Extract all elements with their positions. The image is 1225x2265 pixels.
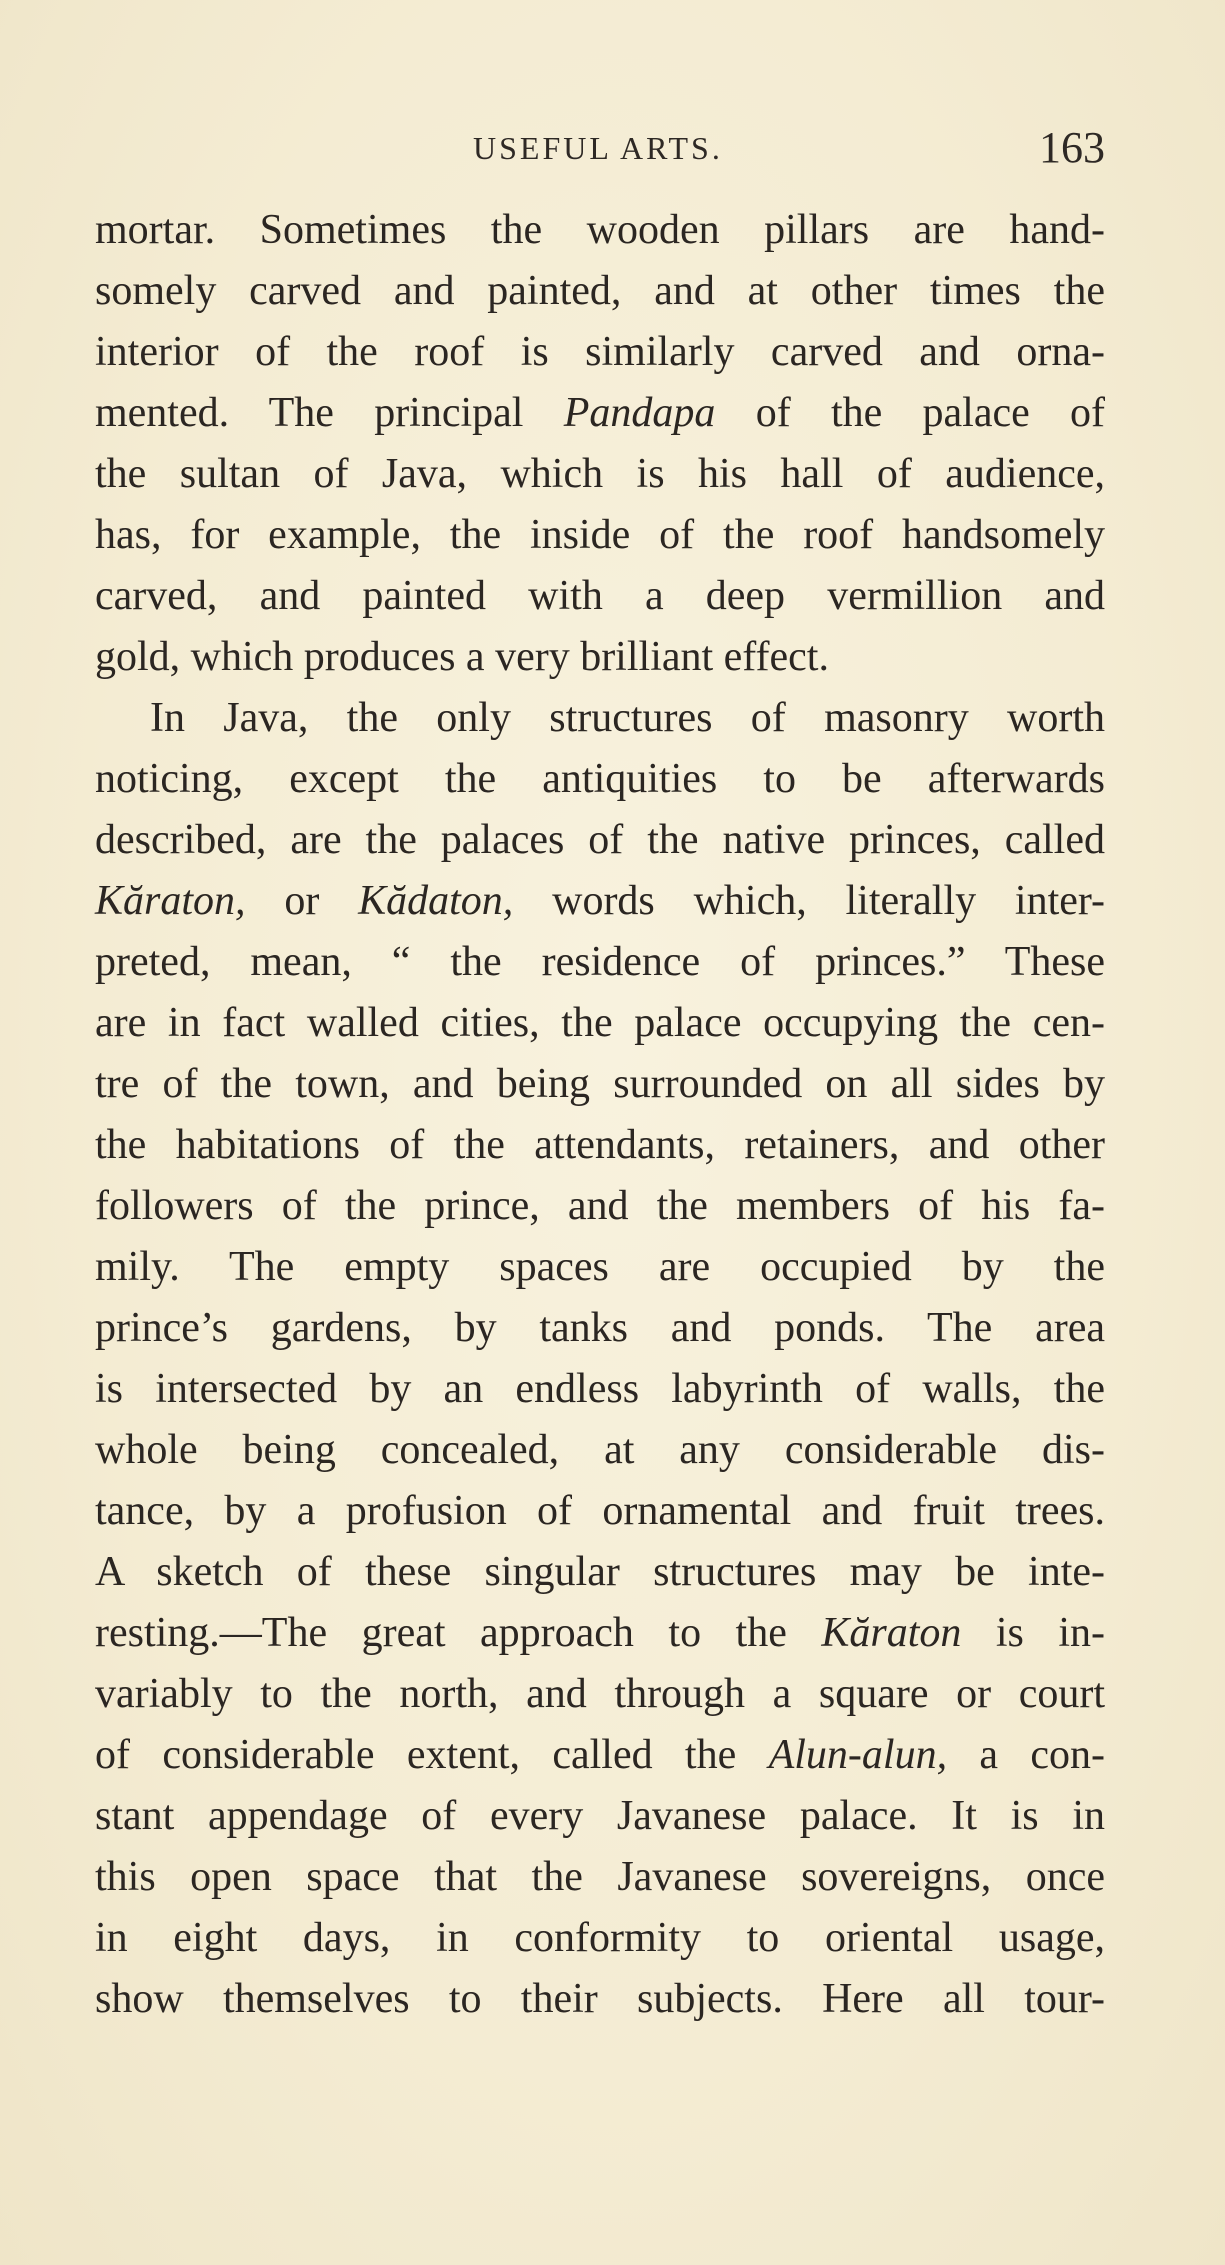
text-line: are in fact walled cities, the palace occupying the cen- bbox=[95, 1000, 1105, 1046]
italic-term: Alun-alun, bbox=[768, 1732, 948, 1778]
text-line: mortar. Sometimes the wooden pillars are hand- bbox=[95, 207, 1105, 253]
text-line bbox=[95, 383, 1105, 444]
body-text bbox=[95, 200, 1105, 2030]
text-line: has, for example, the inside of the roof handsomely bbox=[95, 512, 1105, 558]
text-line: prince’s gardens, by tanks and ponds. The area bbox=[95, 1305, 1105, 1351]
paragraph-1 bbox=[95, 200, 1105, 688]
text-line: described, are the palaces of the native princes, called bbox=[95, 817, 1105, 863]
text-line: tre of the town, and being surrounded on all sides by bbox=[95, 1061, 1105, 1107]
text-line: preted, mean, “ the residence of princes.” These bbox=[95, 939, 1105, 985]
text-line: somely carved and painted, and at other times the bbox=[95, 268, 1105, 314]
text-line bbox=[95, 1603, 1105, 1664]
text-line: In Java, the only structures of masonry worth bbox=[150, 695, 1105, 741]
paragraph-2 bbox=[95, 688, 1105, 2030]
text-line: tance, by a profusion of ornamental and fruit trees. bbox=[95, 1488, 1105, 1534]
text-line: interior of the roof is similarly carved and orna- bbox=[95, 329, 1105, 375]
text-line: is intersected by an endless labyrinth of walls, the bbox=[95, 1366, 1105, 1412]
text-line bbox=[95, 871, 1105, 932]
text-line: the habitations of the attendants, retainers, and other bbox=[95, 1122, 1105, 1168]
text-line bbox=[95, 1725, 1105, 1786]
text-segment: a con- bbox=[979, 1732, 1106, 1778]
text-segment: words which, literally inter- bbox=[552, 878, 1106, 924]
page-header bbox=[95, 122, 1105, 172]
text-segment: is in- bbox=[995, 1610, 1106, 1656]
text-line: this open space that the Javanese sovereigns, once bbox=[95, 1854, 1105, 1900]
text-line: the sultan of Java, which is his hall of audience, bbox=[95, 451, 1105, 497]
text-line: A sketch of these singular structures may be inte- bbox=[95, 1549, 1105, 1595]
text-line: carved, and painted with a deep vermillion and bbox=[95, 573, 1105, 619]
text-line: noticing, except the antiquities to be afterwards bbox=[95, 756, 1105, 802]
italic-term: Pandapa bbox=[563, 390, 716, 436]
page-number: 163 bbox=[1039, 123, 1105, 172]
text-line: followers of the prince, and the members of his fa- bbox=[95, 1183, 1105, 1229]
text-segment: or bbox=[284, 878, 320, 924]
text-line: gold, which produces a very brilliant effect. bbox=[95, 634, 829, 680]
italic-term: Kădaton, bbox=[358, 878, 514, 924]
text-segment: mented. The principal bbox=[95, 390, 524, 436]
text-line: stant appendage of every Javanese palace. It is in bbox=[95, 1793, 1105, 1839]
running-head: USEFUL ARTS. bbox=[473, 130, 723, 166]
text-line: mily. The empty spaces are occupied by the bbox=[95, 1244, 1105, 1290]
text-segment: of the palace of bbox=[755, 390, 1106, 436]
text-line: show themselves to their subjects. Here all tour- bbox=[95, 1976, 1105, 2022]
text-segment: of considerable extent, called the bbox=[95, 1732, 737, 1778]
text-line: whole being concealed, at any considerable dis- bbox=[95, 1427, 1105, 1473]
italic-term: Kăraton bbox=[821, 1610, 962, 1656]
text-line: variably to the north, and through a square or court bbox=[95, 1671, 1105, 1717]
text-segment: resting.—The great approach to the bbox=[95, 1610, 787, 1656]
text-line: in eight days, in conformity to oriental usage, bbox=[95, 1915, 1105, 1961]
italic-term: Kăraton, bbox=[95, 878, 246, 924]
